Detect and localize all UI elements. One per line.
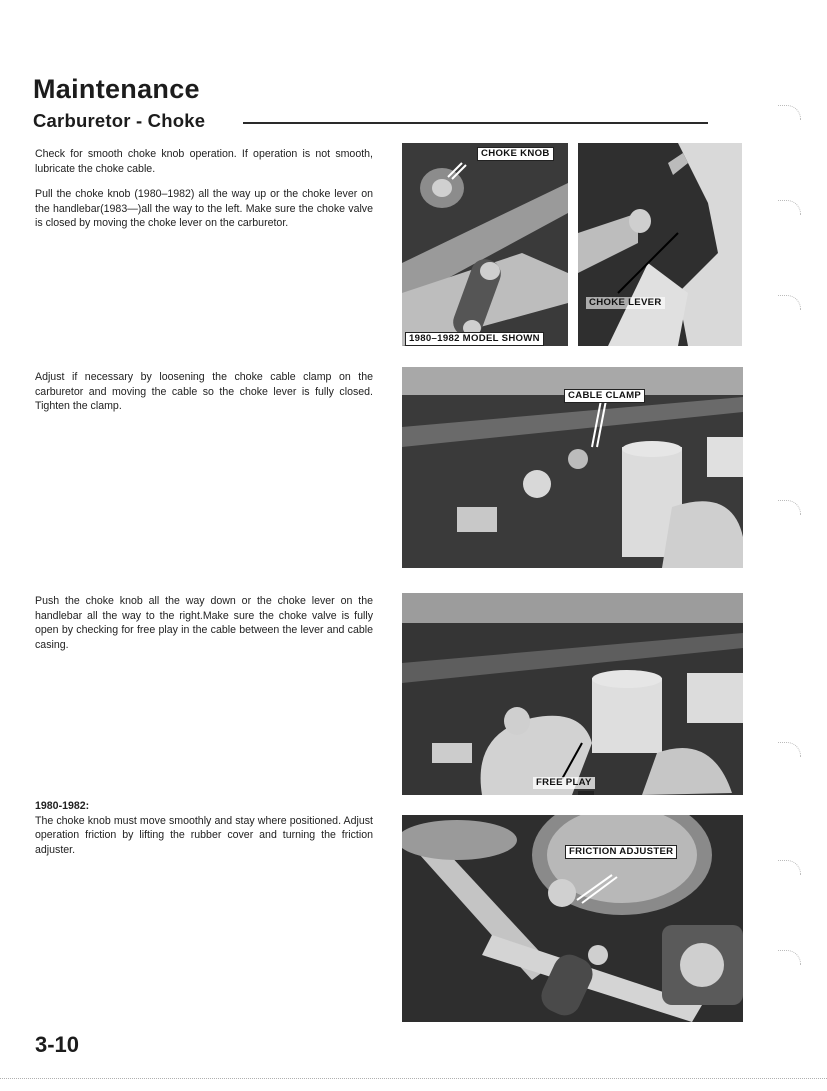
photo-choke-lever (578, 143, 742, 346)
step-2-paragraph-1: Adjust if necessary by loosening the choke cable clamp on the carburetor and moving the cable so the choke lever is fully closed. Tighten the clamp. (35, 371, 373, 413)
callout-model-shown: 1980–1982 MODEL SHOWN (405, 332, 544, 346)
step-4-paragraph-1: The choke knob must move smoothly and stay where positioned. Adjust operation friction by lifting the rubber cover and turning the friction adjuster. (35, 814, 373, 856)
photo-free-play (402, 593, 743, 795)
binder-hole-mark (778, 500, 801, 515)
step-2-text (35, 370, 373, 425)
binder-hole-mark (778, 742, 801, 757)
callout-choke-knob: CHOKE KNOB (477, 147, 554, 161)
section-title: Carburetor - Choke (33, 110, 206, 131)
callout-choke-lever: CHOKE LEVER (586, 297, 665, 309)
step-1-paragraph-1: Check for smooth choke knob operation. If operation is not smooth, lubricate the choke cable. (35, 148, 373, 175)
page-bottom-edge (0, 1078, 827, 1080)
step-3-paragraph-1: Push the choke knob all the way down or the choke lever on the handlebar all the way to the right.Make sure the choke valve is fully open by checking for free play in the cable between the lever and cable casing. (35, 595, 373, 651)
photo-choke-knob (402, 143, 568, 346)
section-rule (243, 122, 708, 124)
callout-friction-adjuster: FRICTION ADJUSTER (565, 845, 677, 859)
binder-hole-mark (778, 860, 801, 875)
step-1-paragraph-2: Pull the choke knob (1980–1982) all the way up or the choke lever on the handlebar(1983—)all the way to the left. Make sure the choke valve is closed by moving the choke lever on the carburetor. (35, 188, 373, 230)
page-number: 3-10 (35, 1032, 80, 1057)
step-1-text (35, 147, 373, 242)
photo-cable-clamp (402, 367, 743, 568)
step-4-text (35, 799, 373, 868)
callout-cable-clamp: CABLE CLAMP (564, 389, 645, 403)
photo-friction-adjuster (402, 815, 743, 1022)
binder-hole-mark (778, 105, 801, 120)
step-4-label: 1980-1982: (35, 800, 90, 812)
binder-hole-mark (778, 295, 801, 310)
photo-choke-knob-image (402, 143, 568, 346)
step-3-text (35, 594, 373, 663)
binder-hole-mark (778, 200, 801, 215)
callout-free-play: FREE PLAY (533, 777, 595, 789)
binder-hole-mark (778, 950, 801, 965)
photo-choke-lever-image (578, 143, 742, 346)
photo-free-play-image (402, 593, 743, 795)
page-title: Maintenance (33, 74, 200, 104)
